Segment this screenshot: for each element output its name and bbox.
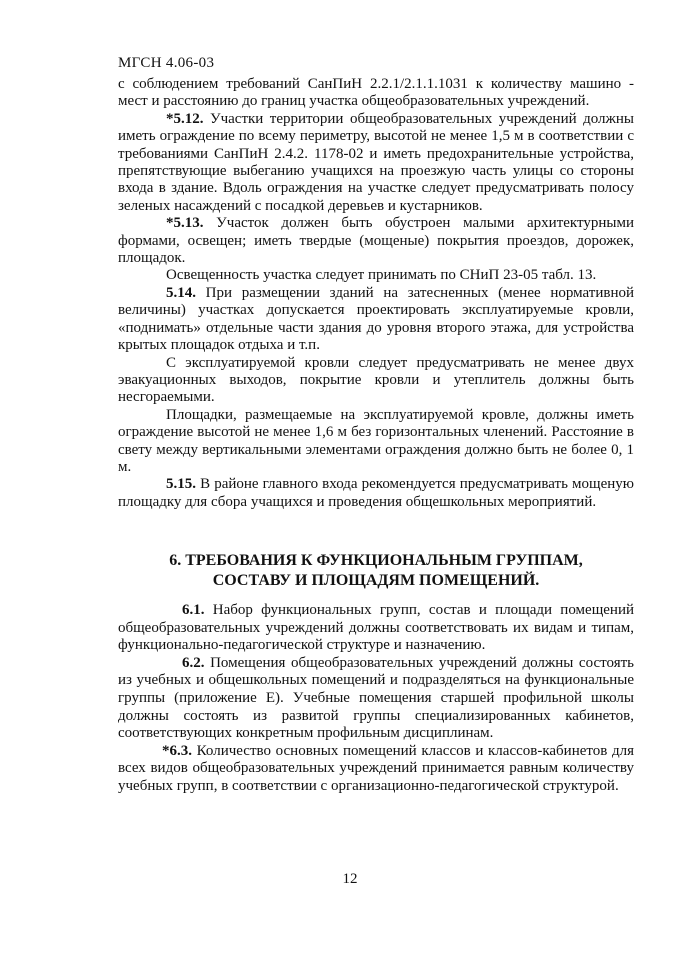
paragraph-roof-fence [118, 407, 634, 477]
paragraph-number: 6.1. [182, 602, 205, 618]
paragraph-text: В районе главного входа рекомендуется предусматривать мощеную площадку для сбора учащихся и проведения общешкольных мероприятий. [118, 476, 634, 510]
paragraph-number: *6.3. [162, 742, 192, 759]
document-code: МГСН 4.06-03 [118, 55, 215, 71]
page-number: 12 [342, 871, 358, 887]
paragraph-roof-exits [118, 355, 634, 407]
paragraph-6-2 [118, 655, 634, 743]
paragraph-text: Участок должен быть обустроен малыми архитектурными формами, освещен; иметь твердые (мощеные) покрытия проездов, дорожек, площадок. [118, 215, 634, 267]
paragraph-number: *5.12. [166, 110, 204, 127]
paragraph-continuation [118, 76, 634, 111]
paragraph-text: Помещения общеобразовательных учреждений должны состоять из учебных и общешкольных помещений и подразделяться на функциональные группы (приложение Е). Учебные помещения старшей профильной школы должны состоять из развитой группы специализированных кабинетов, соответствующих конкретным профильным дисциплинам. [118, 654, 634, 742]
section-6-heading [118, 551, 634, 591]
paragraph-illumination [118, 267, 634, 284]
section-6-text [118, 602, 634, 796]
paragraph-6-3 [118, 743, 634, 796]
paragraph-text: При размещении зданий на затесненных (менее нормативной величины) участках допускается проектировать эксплуатируемые кровли, «поднимать» отдельные части здания до уровня второго этажа, для устройства крытых площадок отдыха и т.п. [118, 284, 634, 354]
paragraph-text: с соблюдением требований СанПиН 2.2.1/2.1.1.1031 к количеству машино - мест и расстоянию до границ участка общеобразовательных учреждений. [118, 76, 634, 110]
paragraph-text: С эксплуатируемой кровли следует предусматривать не менее двух эвакуационных выходов, покрытие кровли и утеплитель должны быть несгораемыми. [118, 354, 634, 406]
paragraph-5-15 [118, 476, 634, 511]
section-title-line-1: 6. ТРЕБОВАНИЯ К ФУНКЦИОНАЛЬНЫМ ГРУППАМ, [169, 552, 583, 569]
paragraph-5-14 [118, 285, 634, 355]
paragraph-text: Набор функциональных групп, состав и площади помещений общеобразовательных учреждений должны соответствовать их видам и типам, функционально-педагогической структуре и назначению. [118, 602, 634, 654]
paragraph-number: *5.13. [166, 215, 204, 232]
paragraph-text: Участки территории общеобразовательных учреждений должны иметь ограждение по всему периметру, высотой не менее 1,5 м в соответствии с требованиями СанПиН 2.4.2. 1178-02 и иметь предохранительные устройства, препятствующие выбеганию учащихся на проезжую часть улицы со стороны входа в здание. Вдоль ограждения на участке следует предусматривать полосу зеленых насаждений с посадкой деревьев и кустарников. [118, 110, 634, 214]
paragraph-5-13 [118, 215, 634, 267]
paragraph-number: 5.14. [166, 284, 196, 301]
paragraph-6-1 [118, 602, 634, 655]
paragraph-5-12 [118, 111, 634, 215]
paragraph-text: Количество основных помещений классов и классов-кабинетов для всех видов общеобразовательных учреждений принимается равным количеству учебных групп, в соответствии с организационно-педагогической структурой. [118, 742, 634, 794]
paragraph-number: 5.15. [166, 476, 196, 493]
paragraph-text: Площадки, размещаемые на эксплуатируемой кровле, должны иметь ограждение высотой не менее 1,6 м без горизонтальных членений. Расстояние в свету между вертикальными элементами ограждения должно быть не более 0, 1 м. [118, 406, 634, 475]
paragraph-number: 6.2. [182, 654, 205, 671]
section-5-text [118, 76, 634, 511]
section-title-line-2: СОСТАВУ И ПЛОЩАДЯМ ПОМЕЩЕНИЙ. [212, 572, 540, 589]
paragraph-text: Освещенность участка следует принимать по СНиП 23-05 табл. 13. [166, 267, 597, 284]
